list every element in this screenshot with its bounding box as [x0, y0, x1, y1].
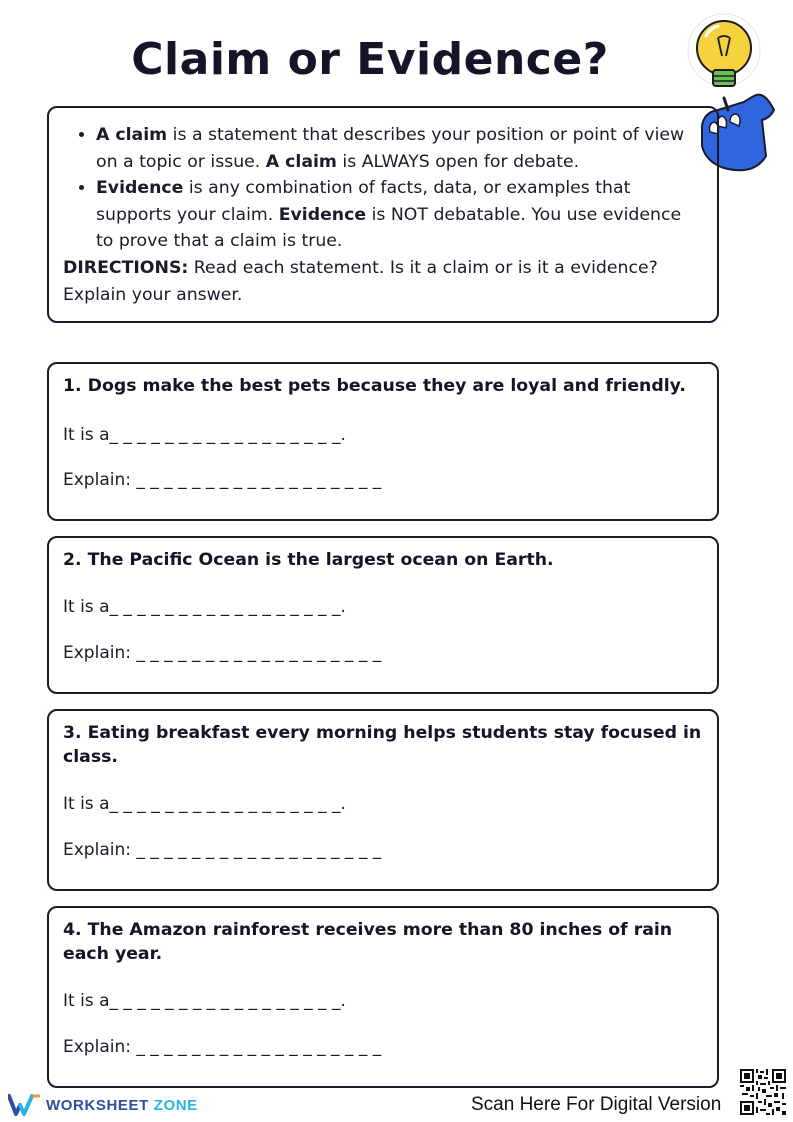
question-text: 3. Eating breakfast every morning helps students stay focused in class.	[63, 723, 702, 767]
evidence-term: Evidence	[96, 178, 184, 199]
qr-code-icon[interactable]	[740, 1069, 786, 1115]
claim-text-1: is a statement that describes your position or point of view on a topic or issue.	[96, 125, 685, 172]
page-title: Claim or Evidence?	[131, 34, 609, 85]
claim-term: A claim	[96, 125, 168, 145]
question-box-2	[47, 536, 719, 694]
claim-term-2: A claim	[265, 151, 337, 172]
question-text: 1. Dogs make the best pets because they are loyal and friendly.	[63, 376, 686, 396]
worksheetzone-logo[interactable]	[8, 1092, 198, 1118]
instructions-box	[47, 106, 719, 323]
definitions-list	[63, 122, 703, 255]
question-box-3	[47, 709, 719, 891]
evidence-text-1: is any combination of facts, data, or examples that supports your claim.	[96, 178, 631, 225]
question-box-1	[47, 362, 719, 521]
logo-word-worksheet: WORKSHEET	[46, 1096, 149, 1114]
explain-answer-line[interactable]: Explain: _ _ _ _ _ _ _ _ _ _ _ _ _ _ _ _ _ _	[63, 1037, 382, 1057]
claim-text-2: is ALWAYS open for debate.	[336, 151, 580, 172]
question-box-4	[47, 906, 719, 1088]
claim-or-evidence-answer-line[interactable]: It is a_ _ _ _ _ _ _ _ _ _ _ _ _ _ _ _ _.	[63, 794, 346, 814]
directions-label: DIRECTIONS:	[63, 257, 189, 278]
logo-text	[46, 1097, 198, 1114]
claim-or-evidence-answer-line[interactable]: It is a_ _ _ _ _ _ _ _ _ _ _ _ _ _ _ _ _.	[63, 597, 346, 617]
claim-or-evidence-answer-line[interactable]: It is a_ _ _ _ _ _ _ _ _ _ _ _ _ _ _ _ _.	[63, 991, 346, 1011]
logo-word-zone: ZONE	[153, 1096, 198, 1114]
explain-answer-line[interactable]: Explain: _ _ _ _ _ _ _ _ _ _ _ _ _ _ _ _ _ _	[63, 643, 382, 663]
explain-answer-line[interactable]: Explain: _ _ _ _ _ _ _ _ _ _ _ _ _ _ _ _ _ _	[63, 470, 382, 490]
claim-definition	[96, 122, 703, 175]
question-text: 4. The Amazon rainforest receives more than 80 inches of rain each year.	[63, 920, 673, 964]
worksheetzone-logo-icon	[8, 1093, 40, 1117]
explain-answer-line[interactable]: Explain: _ _ _ _ _ _ _ _ _ _ _ _ _ _ _ _ _ _	[63, 840, 382, 860]
directions	[63, 255, 703, 308]
claim-or-evidence-answer-line[interactable]: It is a_ _ _ _ _ _ _ _ _ _ _ _ _ _ _ _ _.	[63, 425, 346, 445]
question-text: 2. The Pacific Ocean is the largest ocean on Earth.	[63, 550, 554, 570]
directions-text: Read each statement. Is it a claim or is it a evidence? Explain your answer.	[63, 257, 658, 305]
scan-text: Scan Here For Digital Version	[471, 1094, 722, 1115]
evidence-term-2: Evidence	[278, 204, 367, 225]
evidence-text-2: is NOT debatable. You use evidence to prove that a claim is true.	[96, 204, 682, 252]
evidence-definition	[96, 175, 703, 255]
